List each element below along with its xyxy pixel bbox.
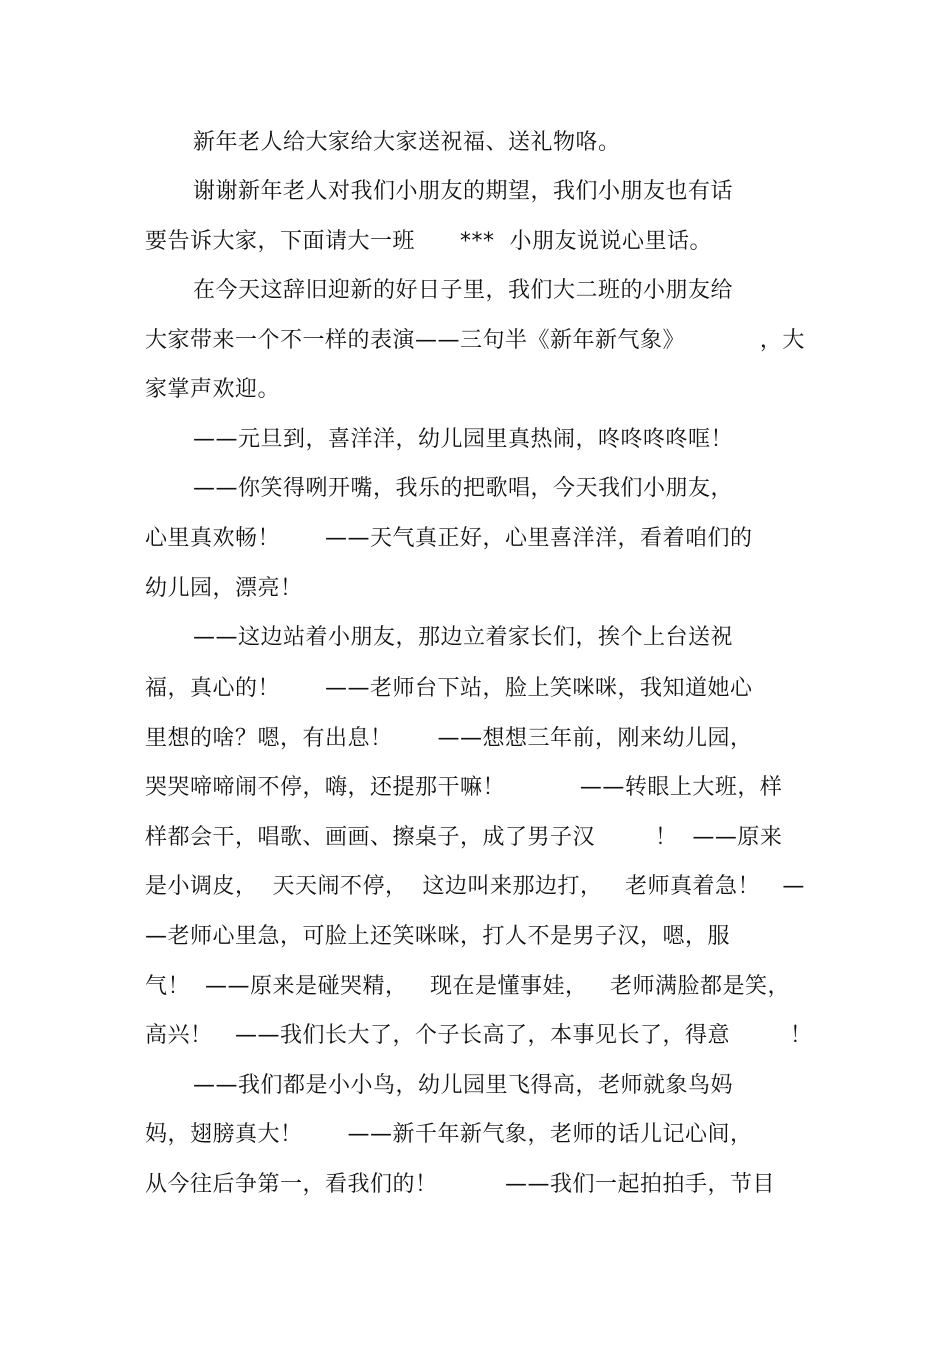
text-line: ——元旦到，喜洋洋，幼儿园里真热闹，咚咚咚咚哐！ bbox=[193, 427, 734, 452]
text-line: ——你笑得咧开嘴，我乐的把歌唱，今天我们小朋友， bbox=[193, 476, 734, 501]
text-line: ——这边站着小朋友，那边立着家长们，挨个上台送祝 bbox=[193, 625, 734, 650]
text-line: —老师心里急，可脸上还笑咪咪，打人不是男子汉，嗯，服 bbox=[145, 924, 731, 949]
text-line: 在今天这辞旧迎新的好日子里，我们大二班的小朋友给 bbox=[193, 278, 734, 303]
text-line: 福，真心的！ ——老师台下站，脸上笑咪咪，我知道她心 bbox=[145, 676, 753, 701]
text-line: 家掌声欢迎。 bbox=[145, 377, 281, 402]
text-line: 从今往后争第一，看我们的！ ——我们一起拍拍手，节目 bbox=[145, 1172, 775, 1197]
text-line: 是小调皮， 天天闹不停， 这边叫来那边打， 老师真着急！ — bbox=[145, 874, 805, 899]
text-line: 妈，翅膀真大！ ——新千年新气象，老师的话儿记心间， bbox=[145, 1122, 753, 1147]
text-line: 里想的啥？嗯，有出息！ ——想想三年前，刚来幼儿园， bbox=[145, 726, 753, 751]
text-line: 谢谢新年老人对我们小朋友的期望，我们小朋友也有话 bbox=[193, 179, 734, 204]
text-line: ——我们都是小小鸟，幼儿园里飞得高，老师就象鸟妈 bbox=[193, 1073, 734, 1098]
text-line: 心里真欢畅！ ——天气真正好，心里喜洋洋，看着咱们的 bbox=[145, 526, 753, 551]
text-line: 气！ ——原来是碰哭精， 现在是懂事娃， 老师满脸都是笑， bbox=[145, 974, 790, 999]
text-line: 要告诉大家，下面请大一班 *** 小朋友说说心里话。 bbox=[145, 229, 712, 254]
text-line: 哭哭啼啼闹不停，嗨，还提那干嘛！ ——转眼上大班，样 bbox=[145, 775, 783, 800]
text-line: 幼儿园，漂亮！ bbox=[145, 576, 303, 601]
text-line: 新年老人给大家给大家送祝福、送礼物咯。 bbox=[193, 130, 621, 155]
text-line: 大家带来一个不一样的表演——三句半《新年新气象》 ，大 bbox=[145, 328, 805, 353]
text-line: 高兴！ ——我们长大了，个子长高了，本事见长了，得意 ！ bbox=[145, 1023, 813, 1048]
text-line: 样都会干，唱歌、画画、擦桌子，成了男子汉 ！ ——原来 bbox=[145, 825, 783, 850]
